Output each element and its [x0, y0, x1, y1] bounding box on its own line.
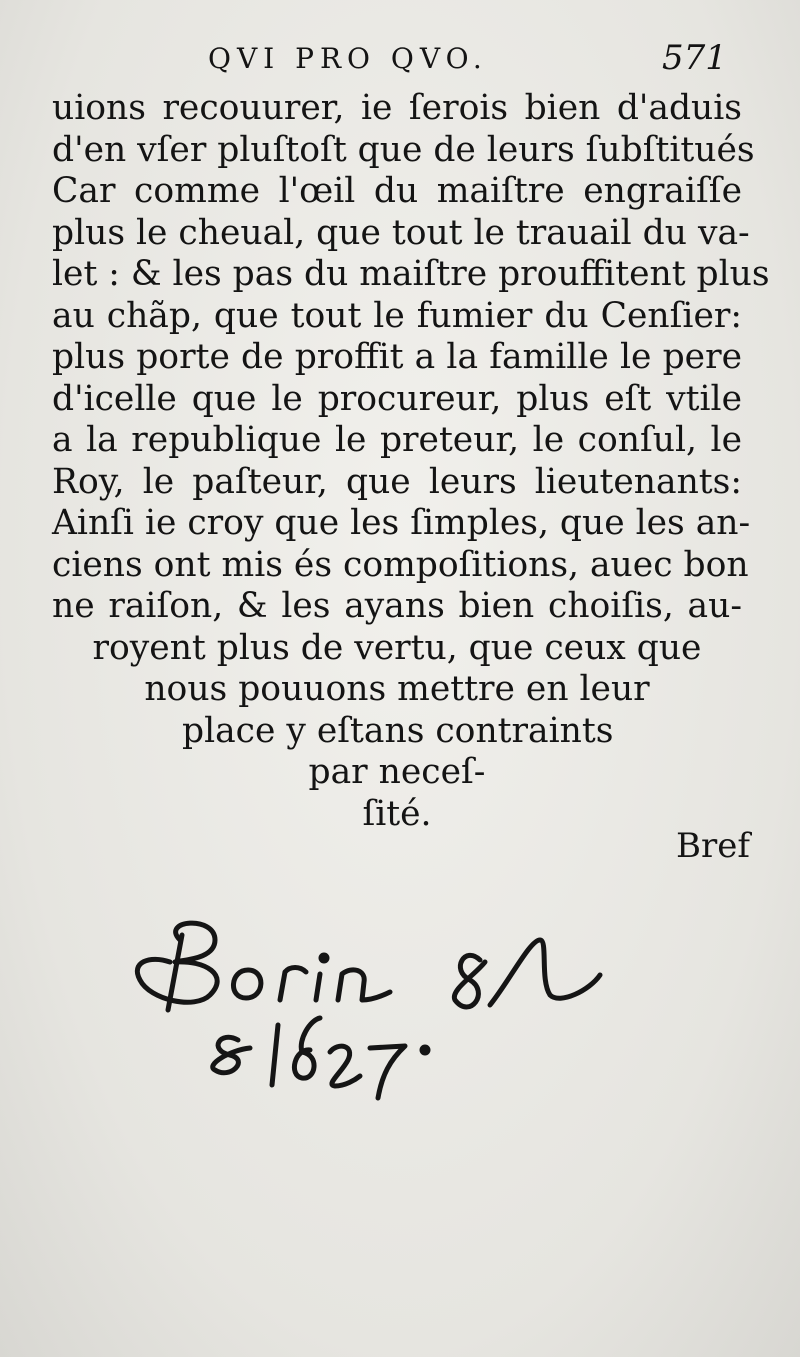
- text-line: au chãp, que tout le fumier du Cenſier:: [52, 295, 742, 336]
- text-line: plus porte de proffit a la famille le pere: [52, 337, 742, 377]
- text-line: plus le cheual, que tout le trauail du va-: [52, 212, 750, 253]
- text-line: place y eſtans contraints: [182, 710, 614, 751]
- page-number: 571: [662, 38, 727, 78]
- text-line: ciens ont mis és compoſitions, auec bon: [52, 544, 749, 585]
- catchword: Bref: [676, 826, 750, 866]
- text-line: d'icelle que le procureur, plus eſt vtile: [52, 378, 742, 419]
- text-line: d'en vſer pluſtoſt que de leurs ſubſtitués: [52, 129, 755, 170]
- text-line: par neceſ-: [308, 752, 486, 792]
- text-line: Ainſi ie croy que les ſimples, que les an-: [52, 503, 751, 543]
- body-text: [52, 88, 770, 835]
- text-line: nous pouuons mettre en leur: [144, 669, 650, 709]
- text-line: ne raiſon, & les ayans bien choiſis, au-: [52, 586, 742, 626]
- text-line: let : & les pas du maiſtre prouffitent plus: [52, 254, 770, 294]
- text-line: royent plus de vertu, que ceux que: [92, 627, 702, 668]
- text-line: ſité.: [362, 793, 432, 834]
- running-head: [0, 36, 800, 86]
- handwritten-signature: [120, 900, 640, 1110]
- tapered-ending: [52, 628, 742, 836]
- text-line: a la republique le preteur, le conſul, le: [52, 420, 742, 460]
- running-title: QVI PRO QVO.: [208, 42, 488, 75]
- text-line: Car comme l'œil du maiſtre engraiſſe: [52, 171, 742, 211]
- text-line: uions recouurer, ie ſerois bien d'aduis: [52, 88, 742, 128]
- text-line: Roy, le paſteur, que leurs lieutenants:: [52, 461, 742, 502]
